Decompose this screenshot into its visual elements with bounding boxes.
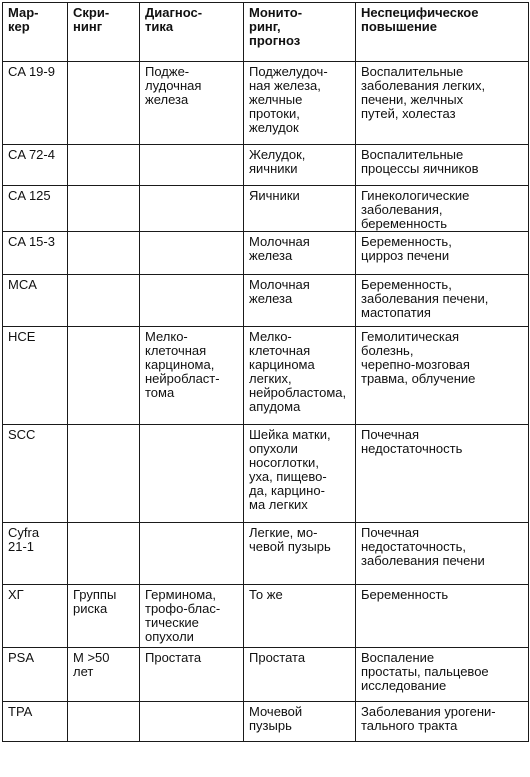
monitoring-cell: Молочная железа	[244, 275, 356, 327]
marker-cell: CA 19-9	[3, 62, 68, 145]
table-row	[3, 62, 529, 145]
marker-cell: TPA	[3, 702, 68, 742]
marker-table	[2, 2, 529, 742]
diagnostics-cell	[140, 275, 244, 327]
screening-cell: М >50 лет	[68, 648, 140, 702]
diagnostics-cell	[140, 145, 244, 186]
screening-cell	[68, 425, 140, 523]
header-marker: Мар- кер	[3, 3, 68, 62]
monitoring-cell: То же	[244, 585, 356, 648]
header-diagnostics: Диагнос- тика	[140, 3, 244, 62]
nonspecific-cell: Беременность	[356, 585, 529, 648]
diagnostics-cell: Простата	[140, 648, 244, 702]
monitoring-cell: Простата	[244, 648, 356, 702]
screening-cell	[68, 186, 140, 232]
screening-cell	[68, 523, 140, 585]
marker-cell: CA 125	[3, 186, 68, 232]
marker-cell: MCA	[3, 275, 68, 327]
nonspecific-cell: Воспалительные заболевания легких, печени, желчных путей, холестаз	[356, 62, 529, 145]
monitoring-cell: Мелко- клеточная карцинома легких, нейробластома, апудома	[244, 327, 356, 425]
monitoring-cell: Яичники	[244, 186, 356, 232]
marker-cell: CA 72-4	[3, 145, 68, 186]
monitoring-cell: Легкие, мо- чевой пузырь	[244, 523, 356, 585]
table-row	[3, 585, 529, 648]
table-header	[3, 3, 529, 62]
monitoring-cell: Поджелудоч- ная железа, желчные протоки, желудок	[244, 62, 356, 145]
nonspecific-cell: Беременность, цирроз печени	[356, 232, 529, 275]
table-body	[3, 62, 529, 742]
monitoring-cell: Молочная железа	[244, 232, 356, 275]
screening-cell	[68, 327, 140, 425]
marker-cell: PSA	[3, 648, 68, 702]
table-row	[3, 425, 529, 523]
diagnostics-cell	[140, 523, 244, 585]
table-row	[3, 145, 529, 186]
marker-cell: CA 15-3	[3, 232, 68, 275]
diagnostics-cell: Герминома, трофо-блас- тические опухоли	[140, 585, 244, 648]
diagnostics-cell: Поджe- лудочная железа	[140, 62, 244, 145]
screening-cell	[68, 62, 140, 145]
screening-cell	[68, 232, 140, 275]
screening-cell	[68, 702, 140, 742]
diagnostics-cell	[140, 702, 244, 742]
nonspecific-cell: Беременность, заболевания печени, мастопатия	[356, 275, 529, 327]
monitoring-cell: Шейка матки, опухоли носоглотки, уха, пищево- да, карцино- ма легких	[244, 425, 356, 523]
table-row	[3, 327, 529, 425]
diagnostics-cell	[140, 232, 244, 275]
diagnostics-cell	[140, 186, 244, 232]
nonspecific-cell: Почечная недостаточность	[356, 425, 529, 523]
marker-cell: HCE	[3, 327, 68, 425]
marker-cell: SCC	[3, 425, 68, 523]
nonspecific-cell: Гинекологические заболевания, беременность	[356, 186, 529, 232]
diagnostics-cell: Мелко- клеточная карцинома, нейробласт- тома	[140, 327, 244, 425]
header-monitoring: Монито- ринг, прогноз	[244, 3, 356, 62]
nonspecific-cell: Воспалительные процессы яичников	[356, 145, 529, 186]
marker-cell: Cyfra 21-1	[3, 523, 68, 585]
monitoring-cell: Желудок, яичники	[244, 145, 356, 186]
marker-cell: ХГ	[3, 585, 68, 648]
table-row	[3, 523, 529, 585]
table-row	[3, 275, 529, 327]
table-row	[3, 186, 529, 232]
table-row	[3, 648, 529, 702]
table-row	[3, 232, 529, 275]
screening-cell	[68, 145, 140, 186]
screening-cell: Группы риска	[68, 585, 140, 648]
nonspecific-cell: Почечная недостаточность, заболевания печени	[356, 523, 529, 585]
monitoring-cell: Мочевой пузырь	[244, 702, 356, 742]
header-nonspecific: Неспецифическое повышение	[356, 3, 529, 62]
nonspecific-cell: Гемолитическая болезнь, черепно-мозговая травма, облучение	[356, 327, 529, 425]
screening-cell	[68, 275, 140, 327]
nonspecific-cell: Заболевания урогени- тального тракта	[356, 702, 529, 742]
diagnostics-cell	[140, 425, 244, 523]
table-row	[3, 702, 529, 742]
header-row	[3, 3, 529, 62]
nonspecific-cell: Воспаление простаты, пальцевое исследование	[356, 648, 529, 702]
header-screening: Скри- нинг	[68, 3, 140, 62]
